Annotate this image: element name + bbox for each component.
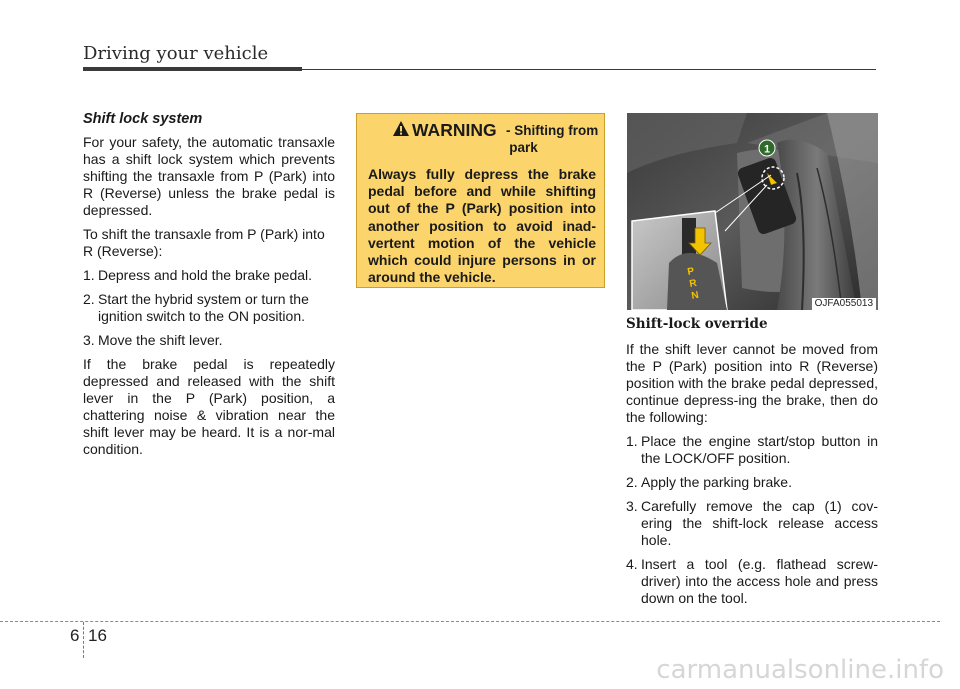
gear-letter-r: R [688, 277, 698, 290]
list-item [83, 332, 335, 349]
list-text: Apply the parking brake. [641, 474, 792, 490]
list-item [626, 498, 878, 549]
list-text: Move the shift lever. [98, 332, 223, 348]
section-title-shift-lock: Shift lock system [83, 111, 203, 127]
figure-code: OJFA055013 [812, 298, 876, 310]
list-text: Insert a tool (e.g. flathead screw-driver) into the access hole and press down on the tool. [641, 556, 878, 606]
paragraph: To shift the transaxle from P (Park) into R (Reverse): [83, 226, 325, 259]
list-number: 3. [83, 332, 95, 348]
shift-lever-figure [627, 113, 878, 310]
right-column [626, 316, 878, 614]
list-number: 1. [83, 267, 95, 283]
paragraph: If the brake pedal is repeatedly depressed and released with the shift lever in the P (Park) position, a chattering noise & vibration near the shift lever may be heard. It is a nor-mal condition. [83, 356, 335, 457]
list-item [83, 267, 335, 284]
watermark: carmanualsonline.info [656, 655, 944, 685]
paragraph: If the shift lever cannot be moved from the P (Park) position into R (Reverse) position with the brake pedal depressed, continue depress-ing the brake, then do the following: [626, 341, 878, 425]
list-text: Start the hybrid system or turn the ignition switch to the ON position. [98, 291, 309, 324]
warning-triangle-icon [392, 120, 410, 137]
list-number: 4. [626, 556, 638, 572]
gear-letter-n: N [690, 289, 700, 302]
header-rule-thick [83, 67, 302, 71]
list-item [626, 474, 878, 491]
chapter-number: 6 [70, 626, 80, 645]
list-text: Carefully remove the cap (1) cov-ering the shift-lock release access hole. [641, 498, 878, 548]
page-number-separator [83, 622, 85, 658]
section-title-override: Shift-lock override [626, 316, 768, 332]
list-number: 2. [626, 474, 638, 490]
list-number: 1. [626, 433, 638, 449]
warning-subject-line2: park [509, 140, 538, 155]
list-number: 3. [626, 498, 638, 514]
paragraph: For your safety, the automatic transaxle has a shift lock system which prevents shifting the transaxle from P (Park) into R (Reverse) unless the brake pedal is depressed. [83, 134, 335, 218]
callout-number: 1 [763, 143, 771, 156]
warning-subject: - Shifting from [506, 123, 599, 138]
header-rule-thin [302, 69, 876, 70]
list-text: Depress and hold the brake pedal. [98, 267, 313, 283]
list-text: Place the engine start/stop button in the LOCK/OFF position. [641, 433, 878, 466]
list-item [626, 433, 878, 467]
left-column [83, 111, 335, 465]
warning-body: Always fully depress the brake pedal before and while shifting out of the P (Park) position into another position to avoid inad-vertent motion of the vehicle which could injure persons in or around the vehicle. [368, 166, 596, 286]
gear-letter-p: P [686, 265, 696, 278]
list-number: 2. [83, 291, 95, 307]
shift-console-illustration [627, 113, 878, 310]
footer-divider [0, 621, 940, 622]
warning-box [356, 113, 605, 288]
warning-label: WARNING [412, 120, 497, 140]
list-item [626, 556, 878, 607]
list-item [83, 291, 335, 325]
header-title: Driving your vehicle [83, 43, 269, 64]
page-number: 16 [88, 626, 107, 645]
